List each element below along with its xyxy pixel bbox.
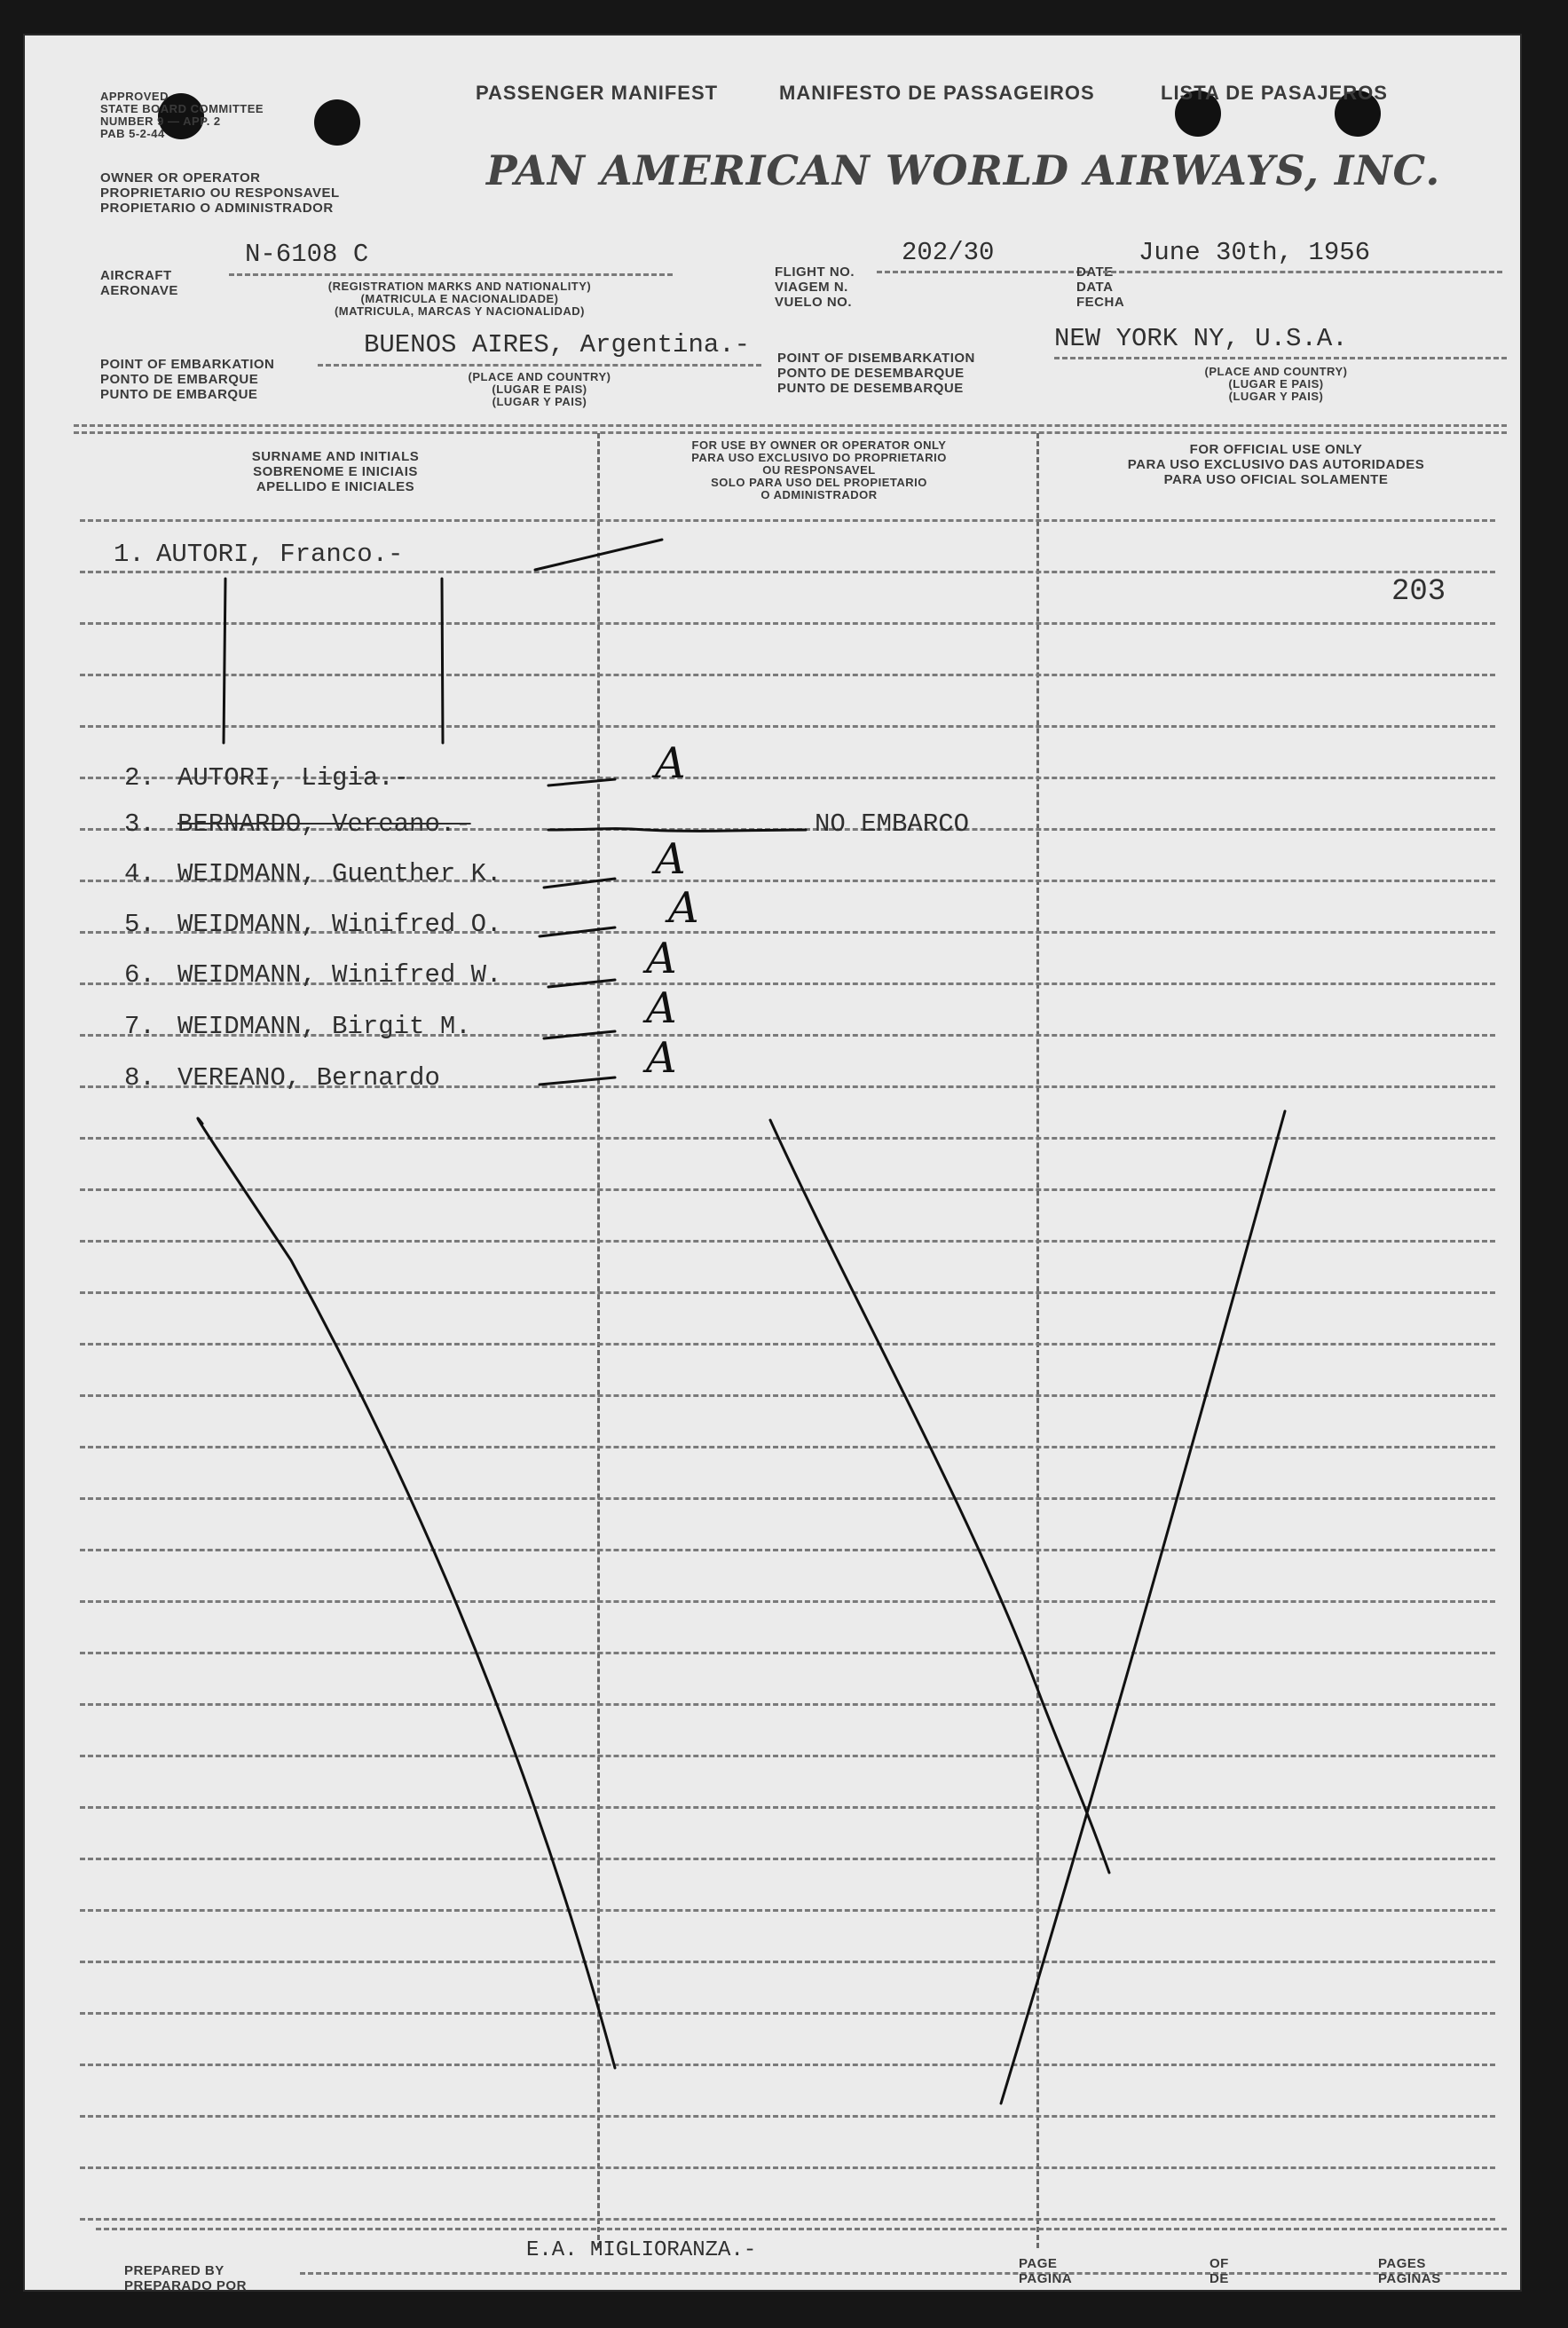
row-number: 6. <box>124 960 155 990</box>
embark-label-line: POINT OF EMBARKATION <box>100 357 275 372</box>
of-label-line: DE <box>1209 2271 1229 2286</box>
footer-underline <box>300 2272 1507 2275</box>
passenger-name: AUTORI, Ligia.- <box>177 763 410 793</box>
date-label-line: FECHA <box>1076 295 1125 310</box>
dash-stroke <box>544 879 615 888</box>
airline-name: PAN AMERICAN WORLD AIRWAYS, INC. <box>486 146 1441 194</box>
embark-label-line: PONTO DE EMBARQUE <box>100 372 259 387</box>
title-english: PASSENGER MANIFEST <box>476 82 719 104</box>
flight-number: 202/30 <box>902 238 995 267</box>
bracket-left <box>224 579 225 743</box>
handwritten-mark: A <box>668 883 699 933</box>
passenger-name-struck: BERNARDO, Vereano.- <box>177 809 471 839</box>
aircraft-value: N-6108 C <box>245 240 369 269</box>
aircraft-label-line: AIRCRAFT <box>100 268 172 283</box>
passenger-name: WEIDMANN, Guenther K. <box>177 859 502 888</box>
caption-line: (LUGAR E PAIS) <box>492 383 587 396</box>
dash-stroke <box>548 980 615 987</box>
approval-line: APPROVED <box>100 90 169 103</box>
pages-label-line: PAGINAS <box>1378 2271 1441 2286</box>
of-label <box>1209 2256 1229 2286</box>
disembark-value: NEW YORK NY, U.S.A. <box>1054 324 1348 353</box>
passenger-name: WEIDMANN, Birgit M. <box>177 1012 471 1041</box>
cancel-line-right <box>1001 1111 1285 2103</box>
header-line: SOBRENOME E INICIAIS <box>253 464 418 479</box>
handwritten-mark: A <box>646 1033 677 1083</box>
row-number: 2. <box>124 763 155 793</box>
operator-label-line: PROPIETARIO O ADMINISTRADOR <box>100 201 334 216</box>
handwritten-mark: A <box>646 983 677 1033</box>
pages-label <box>1378 2256 1441 2286</box>
dash-stroke <box>540 1077 615 1085</box>
dash-stroke <box>548 779 615 785</box>
handwriting-overlay <box>25 36 1520 2290</box>
header-line: OU RESPONSAVEL <box>762 463 876 477</box>
passenger-name: WEIDMANN, Winifred O. <box>177 910 502 939</box>
title-portuguese: MANIFESTO DE PASSAGEIROS <box>779 82 1095 104</box>
header-line: SURNAME AND INITIALS <box>251 449 420 464</box>
check-stroke <box>535 540 662 570</box>
header-line: APELLIDO E INICIALES <box>256 479 415 494</box>
passenger-name: AUTORI, Franco.- <box>156 540 404 569</box>
prepared-label-line: PREPARED BY <box>124 2263 225 2278</box>
disembark-label-line: PUNTO DE DESEMBARQUE <box>777 381 964 396</box>
handwritten-mark: A <box>646 934 677 983</box>
caption-line: (LUGAR E PAIS) <box>1228 377 1324 391</box>
approval-line: PAB 5-2-44 <box>100 127 165 140</box>
flight-label-line: VUELO NO. <box>775 295 853 310</box>
caption-line: (REGISTRATION MARKS AND NATIONALITY) <box>327 280 592 293</box>
header-line: O ADMINISTRADOR <box>760 488 878 501</box>
of-label-line: OF <box>1209 2256 1229 2271</box>
page-label <box>1019 2256 1072 2286</box>
header-line: FOR OFFICIAL USE ONLY <box>1189 442 1363 457</box>
aircraft-label-line: AERONAVE <box>100 283 178 298</box>
caption-line: (MATRICULA, MARCAS Y NACIONALIDAD) <box>334 304 586 318</box>
cancel-line-middle <box>770 1120 1109 1873</box>
approval-line: STATE BOARD COMMITTEE <box>100 102 264 115</box>
header-line: PARA USO OFICIAL SOLAMENTE <box>1163 472 1389 487</box>
passenger-name: VEREANO, Bernardo <box>177 1063 440 1093</box>
header-line: SOLO PARA USO DEL PROPIETARIO <box>711 476 927 489</box>
flight-label-line: VIAGEM N. <box>775 280 848 295</box>
page-label-line: PAGE <box>1019 2256 1058 2271</box>
row-number: 1. <box>114 540 145 569</box>
header-line: FOR USE BY OWNER OR OPERATOR ONLY <box>691 438 947 452</box>
prepared-by-label <box>124 2263 247 2293</box>
operator-label-line: PROPRIETARIO OU RESPONSAVEL <box>100 185 340 201</box>
manifest-sheet <box>25 36 1520 2293</box>
date-value: June 30th, 1956 <box>1139 238 1371 267</box>
caption-line: (PLACE AND COUNTRY) <box>468 370 611 383</box>
cancel-line-left <box>198 1118 615 2068</box>
header-line: PARA USO EXCLUSIVO DAS AUTORIDADES <box>1127 457 1425 472</box>
handwritten-mark: A <box>655 738 686 788</box>
prepared-label-line: PREPARADO POR <box>124 2278 247 2293</box>
disembark-label-line: POINT OF DISEMBARKATION <box>777 351 975 366</box>
pages-label-line: PAGES <box>1378 2256 1426 2271</box>
prepared-by-value: E.A. MIGLIORANZA.- <box>526 2238 757 2262</box>
approval-line: NUMBER 9 — APP. 2 <box>100 114 221 128</box>
no-boarding-note: NO EMBARCO <box>815 809 970 839</box>
row-number: 3. <box>124 809 155 839</box>
caption-line: (LUGAR Y PAIS) <box>1228 390 1324 403</box>
caption-line: (MATRICULA E NACIONALIDADE) <box>360 292 559 305</box>
row-number: 5. <box>124 910 155 939</box>
caption-line: (LUGAR Y PAIS) <box>492 395 587 408</box>
dash-stroke <box>544 1031 615 1038</box>
row-number: 8. <box>124 1063 155 1093</box>
footer-rule <box>96 2228 1507 2230</box>
flight-label-line: FLIGHT NO. <box>775 264 855 280</box>
page-label-line: PAGINA <box>1019 2271 1073 2286</box>
stamp-number: 203 <box>1391 575 1446 609</box>
disembark-label-line: PONTO DE DESEMBARQUE <box>777 366 965 381</box>
caption-line: (PLACE AND COUNTRY) <box>1204 365 1348 378</box>
passenger-name: WEIDMANN, Winifred W. <box>177 960 502 990</box>
embark-value: BUENOS AIRES, Argentina.- <box>364 330 751 359</box>
date-label-line: DATE <box>1076 264 1114 280</box>
operator-label-line: OWNER OR OPERATOR <box>100 170 261 185</box>
dash-stroke <box>540 927 615 936</box>
bracket-right <box>442 579 443 743</box>
row-number: 4. <box>124 859 155 888</box>
no-boarding-stroke <box>548 829 806 832</box>
embark-label-line: PUNTO DE EMBARQUE <box>100 387 258 402</box>
date-label-line: DATA <box>1076 280 1114 295</box>
header-line: PARA USO EXCLUSIVO DO PROPRIETARIO <box>691 451 947 464</box>
row-number: 7. <box>124 1012 155 1041</box>
handwritten-mark: A <box>655 834 686 884</box>
title-spanish: LISTA DE PASAJEROS <box>1161 82 1388 104</box>
